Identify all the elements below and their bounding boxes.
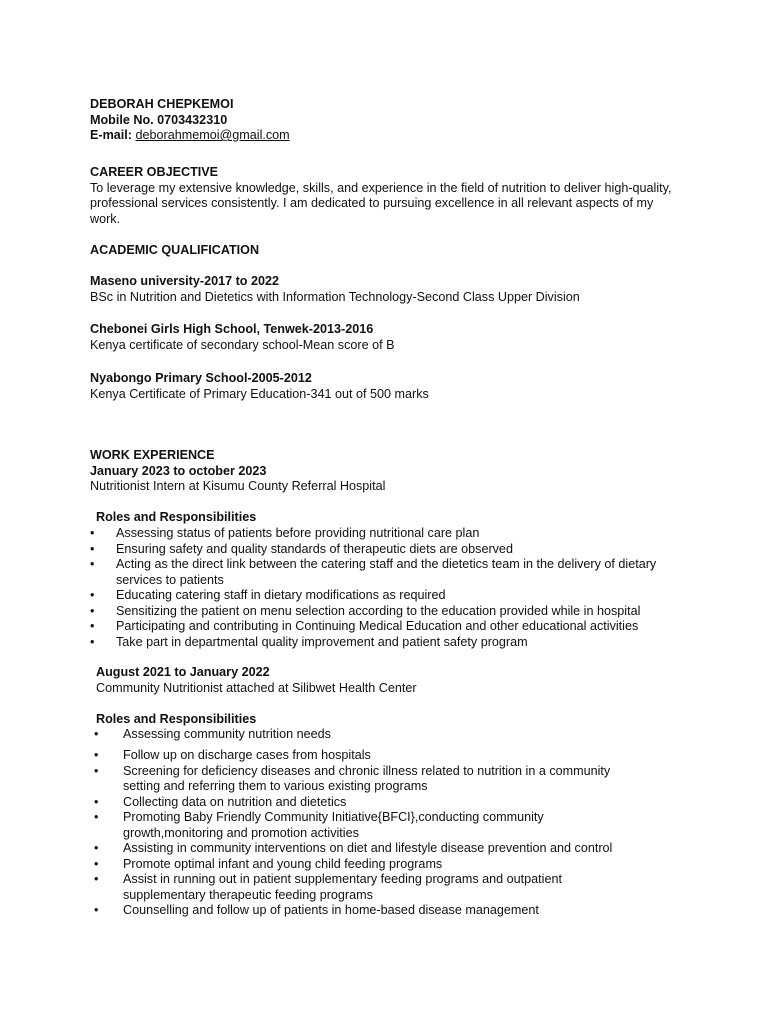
list-item (90, 634, 670, 651)
academic-item (90, 322, 708, 353)
list-item-text: Assessing community nutrition needs (123, 727, 331, 741)
list-item-text: Counselling and follow up of patients in home-based disease management (123, 903, 539, 917)
list-item (94, 763, 628, 795)
bullet-icon: • (90, 526, 95, 540)
roles-heading: Roles and Responsibilities (96, 712, 257, 726)
candidate-name: DEBORAH CHEPKEMOI (90, 97, 234, 111)
job-period: January 2023 to october 2023 (90, 463, 267, 478)
list-item-text: Take part in departmental quality improvement and patient safety program (116, 634, 528, 649)
email-label: E-mail: (90, 128, 132, 142)
list-item-text: Ensuring safety and quality standards of therapeutic diets are observed (116, 541, 513, 556)
bullet-icon: • (94, 763, 99, 778)
list-item-text: Participating and contributing in Continuing Medical Education and other educational activities (116, 619, 639, 633)
academic-heading: ACADEMIC QUALIFICATION (90, 243, 260, 257)
contact-block (90, 97, 708, 144)
list-item-text: Collecting data on nutrition and dietetics (123, 794, 347, 809)
list-item-text: Assisting in community interventions on diet and lifestyle disease prevention and control (123, 841, 613, 855)
list-item (90, 588, 670, 604)
list-item (94, 794, 628, 811)
job-entry (96, 665, 708, 696)
list-item-text: Promote optimal infant and young child feeding programs (123, 856, 443, 871)
responsibilities-list (90, 748, 628, 919)
career-objective-section (90, 165, 680, 227)
academic-item (90, 274, 708, 305)
list-item-text: Follow up on discharge cases from hospitals (123, 748, 371, 762)
bullet-icon: • (94, 903, 99, 917)
job-role: Community Nutritionist attached at Silibwet Health Center (96, 680, 417, 695)
list-item (94, 810, 628, 841)
list-item (90, 526, 670, 542)
bullet-icon: • (90, 603, 95, 618)
bullet-icon: • (94, 810, 99, 824)
bullet-icon: • (90, 634, 95, 649)
bullet-icon: • (90, 557, 95, 571)
job-role: Nutritionist Intern at Kisumu County Referral Hospital (90, 479, 386, 493)
career-objective-heading: CAREER OBJECTIVE (90, 165, 219, 179)
list-item-text: Promoting Baby Friendly Community Initiative{BFCI},conducting community growth,monitoring and promotion activities (123, 810, 544, 840)
bullet-icon: • (90, 588, 95, 602)
mobile-number: Mobile No. 0703432310 (90, 112, 228, 127)
responsibilities-list (90, 526, 670, 650)
academic-item-title: Chebonei Girls High School, Tenwek-2013-2016 (90, 322, 374, 336)
bullet-icon: • (94, 748, 99, 762)
academic-item-title: Nyabongo Primary School-2005-2012 (90, 371, 312, 385)
academic-item-detail: BSc in Nutrition and Dietetics with Information Technology-Second Class Upper Division (90, 289, 580, 304)
responsibilities-list (90, 727, 708, 743)
academic-item (90, 371, 708, 402)
list-item-text: Assist in running out in patient supplementary feeding programs and outpatient supplementary therapeutic feeding programs (123, 872, 562, 902)
list-item (94, 841, 628, 857)
academic-item-detail: Kenya certificate of secondary school-Mean score of B (90, 337, 395, 352)
list-item-text: Assessing status of patients before providing nutritional care plan (116, 526, 480, 540)
list-item-text: Sensitizing the patient on menu selection according to the education provided while in hospital (116, 603, 641, 618)
list-item (94, 903, 628, 919)
work-experience-heading: WORK EXPERIENCE (90, 448, 215, 462)
responsibilities-list-first (90, 727, 708, 743)
list-item (94, 748, 628, 764)
bullet-icon: • (90, 541, 95, 556)
list-item (90, 557, 670, 588)
bullet-icon: • (94, 872, 99, 886)
roles-heading: Roles and Responsibilities (96, 510, 257, 524)
list-item (94, 856, 628, 873)
bullet-icon: • (94, 794, 99, 809)
academic-item-title: Maseno university-2017 to 2022 (90, 274, 279, 288)
career-objective-text: To leverage my extensive knowledge, skills, and experience in the field of nutrition to deliver high-quality, professional services consistently. I am dedicated to pursuing excellence in all relevant aspects of my work. (90, 180, 672, 226)
list-item (94, 727, 708, 743)
bullet-icon: • (94, 856, 99, 871)
list-item-text: Acting as the direct link between the catering staff and the dietetics team in the delivery of dietary services to patients (116, 557, 657, 587)
bullet-icon: • (90, 619, 95, 633)
list-item (94, 872, 628, 903)
list-item-text: Screening for deficiency diseases and chronic illness related to nutrition in a community setting and referring them to various existing programs (123, 763, 611, 793)
list-item (90, 541, 670, 558)
email-link[interactable]: deborahmemoi@gmail.com (135, 128, 290, 142)
job-period: August 2021 to January 2022 (96, 665, 270, 679)
work-experience-section (90, 448, 708, 495)
list-item (90, 603, 670, 620)
bullet-icon: • (94, 841, 99, 855)
email-line (90, 128, 708, 144)
academic-item-detail: Kenya Certificate of Primary Education-341 out of 500 marks (90, 386, 429, 401)
list-item (90, 619, 670, 635)
list-item-text: Educating catering staff in dietary modifications as required (116, 588, 446, 602)
bullet-icon: • (94, 727, 99, 741)
